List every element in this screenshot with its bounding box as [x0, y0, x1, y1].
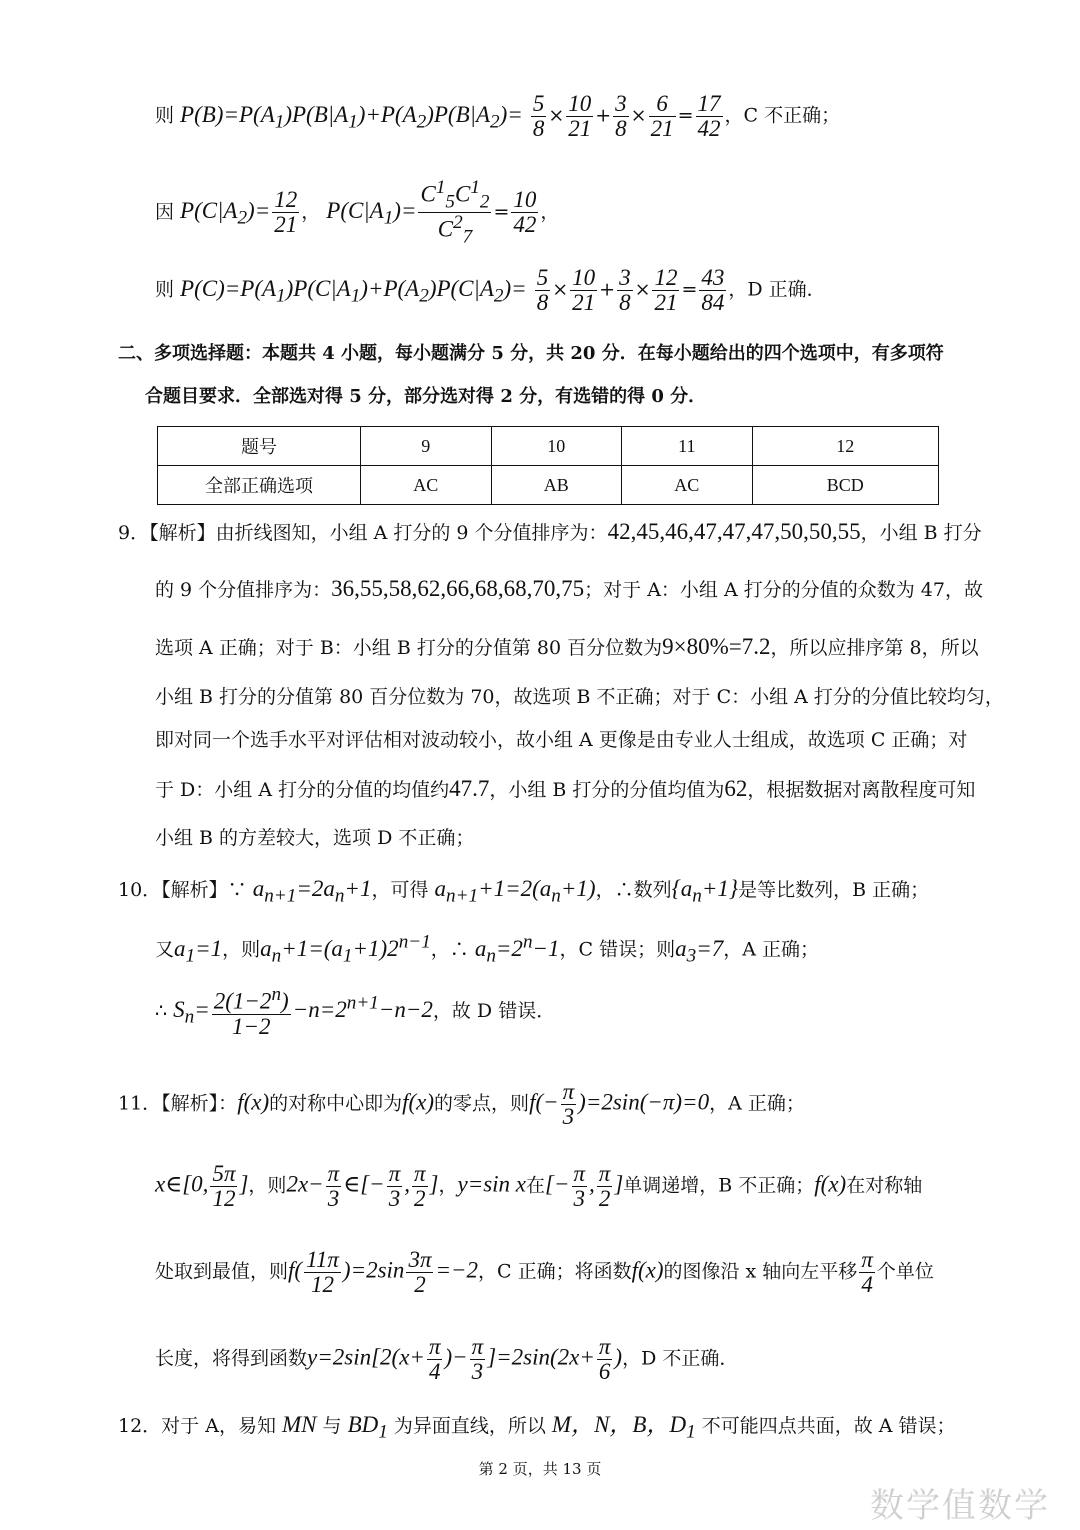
q9-line4: 小组 B 打分的分值第 80 百分位数为 70，故选项 B 不正确；对于 C：小组 A 打分的分值比较均匀，: [155, 686, 1004, 708]
q11-line2: x∈[0, $\frac{5\pi}{12}$ ]，则2x− $\frac{\pi}{3}$ ∈[− $\frac{\pi}{3}$ , $\frac{\pi}{2}$ ]，y=sin x在[− $\frac{\pi}{3}$ , $\frac{\pi}{2}$ ]单调递增，B 不正确；f(x)在对称轴: [155, 1161, 923, 1212]
pb-formula-line: 则 $P(B)=P(A_1)P(B|A_1)+P(A_2)P(B|A_2)=$ $\frac{5}{8}$ × $\frac{10}{21}$ + $\frac{3}{8}$ × $\frac{6}{21}$ = $\frac{17}{42}$ ，C 不正确；: [155, 91, 841, 142]
question-number-cell: 10: [491, 427, 622, 466]
q10-line3: ∴ $S_n=$ $\frac{2(1-2^n)}{1-2}$ $-n=2^{n+1}-n-2$，故 D 错误．: [155, 984, 556, 1039]
correct-options-label: 全部正确选项: [158, 466, 361, 505]
answer-cell: AB: [491, 466, 622, 505]
page-footer: 第 2 页，共 13 页: [478, 1460, 602, 1478]
q12-line1: 12．对于 A，易知 MN 与 $BD_1$ 为异面直线，所以 M，N，B，$D_1$ 不可能四点共面，故 A 错误；: [118, 1412, 956, 1443]
q10-line1: 10．【解析】∵ $a_{n+1}=2a_n+1$，可得 $a_{n+1}+1=2(a_n+1)$，∴数列$\{a_n+1\}$是等比数列，B 正确；: [118, 876, 930, 907]
q11-line3: 处取到最值，则f( $\frac{11\pi}{12}$ )=2sin $\frac{3\pi}{2}$ =−2，C 正确；将函数f(x)的图像沿 x 轴向左平移 $\frac{\pi}{4}$ 个单位: [155, 1247, 934, 1298]
answer-table-header-row: [158, 427, 939, 466]
pc-conditional-line: 因 $P(C|A_2)=$ $\frac{12}{21}$ ， $P(C|A_1)=$ $\frac{C^1_5C^1_2}{C^2_7}$ = $\frac{10}{42}$ ，: [155, 177, 560, 248]
section2-header-line1: 二、多项选择题：本题共 4 小题，每小题满分 5 分，共 20 分．在每小题给出的四个选项中，有多项符: [118, 343, 944, 364]
q9-line1: 9．【解析】由折线图知，小组 A 打分的 9 个分值排序为：42,45,46,47,47,47,50,50,55，小组 B 打分: [118, 519, 982, 544]
question-number-cell: 9: [361, 427, 492, 466]
q11-line4: 长度，将得到函数y=2sin[2(x+ $\frac{\pi}{4}$ )− $\frac{\pi}{3}$ ]=2sin(2x+ $\frac{\pi}{6}$ )，D 不正确．: [155, 1334, 739, 1385]
question-number-label: 题号: [158, 427, 361, 466]
answer-table: [157, 426, 939, 505]
q9-line6: 于 D：小组 A 打分的分值的均值约47.7，小组 B 打分的分值均值为62，根据数据对离散程度可知: [155, 776, 976, 801]
watermark: 数学值数学: [870, 1486, 1050, 1526]
answer-table-answer-row: [158, 466, 939, 505]
q9-line3: 选项 A 正确；对于 B：小组 B 打分的分值第 80 百分位数为9×80%=7.2，所以应排序第 8，所以: [155, 634, 979, 659]
q10-line2: 又$a_1=1$，则$a_n+1=(a_1+1)2^{n-1}$，∴ $a_n=2^n-1$，C 错误；则$a_3=7$，A 正确；: [155, 931, 819, 967]
question-number-cell: 11: [622, 427, 753, 466]
q9-line2: 的 9 个分值排序为：36,55,58,62,66,68,68,70,75；对于 A：小组 A 打分的分值的众数为 47，故: [155, 576, 983, 601]
q9-line7: 小组 B 的方差较大，选项 D 不正确；: [155, 827, 475, 849]
answer-cell: BCD: [752, 466, 938, 505]
pc-formula-line: 则 $P(C)=P(A_1)P(C|A_1)+P(A_2)P(C|A_2)=$ $\frac{5}{8}$ × $\frac{10}{21}$ + $\frac{3}{8}$ × $\frac{12}{21}$ = $\frac{43}{84}$ ，D 正确．: [155, 265, 826, 316]
q11-line1: 11．【解析】：f(x)的对称中心即为f(x)的零点，则f(− $\frac{\pi}{3}$ )=2sin(−π)=0，A 正确；: [118, 1079, 805, 1130]
q9-line5: 即对同一个选手水平对评估相对波动较小，故小组 A 更像是由专业人士组成，故选项 C 正确；对: [155, 729, 968, 751]
question-number-cell: 12: [752, 427, 938, 466]
answer-cell: AC: [361, 466, 492, 505]
answer-cell: AC: [622, 466, 753, 505]
section2-header-line2: 合题目要求．全部选对得 5 分，部分选对得 2 分，有选错的得 0 分．: [145, 386, 707, 407]
